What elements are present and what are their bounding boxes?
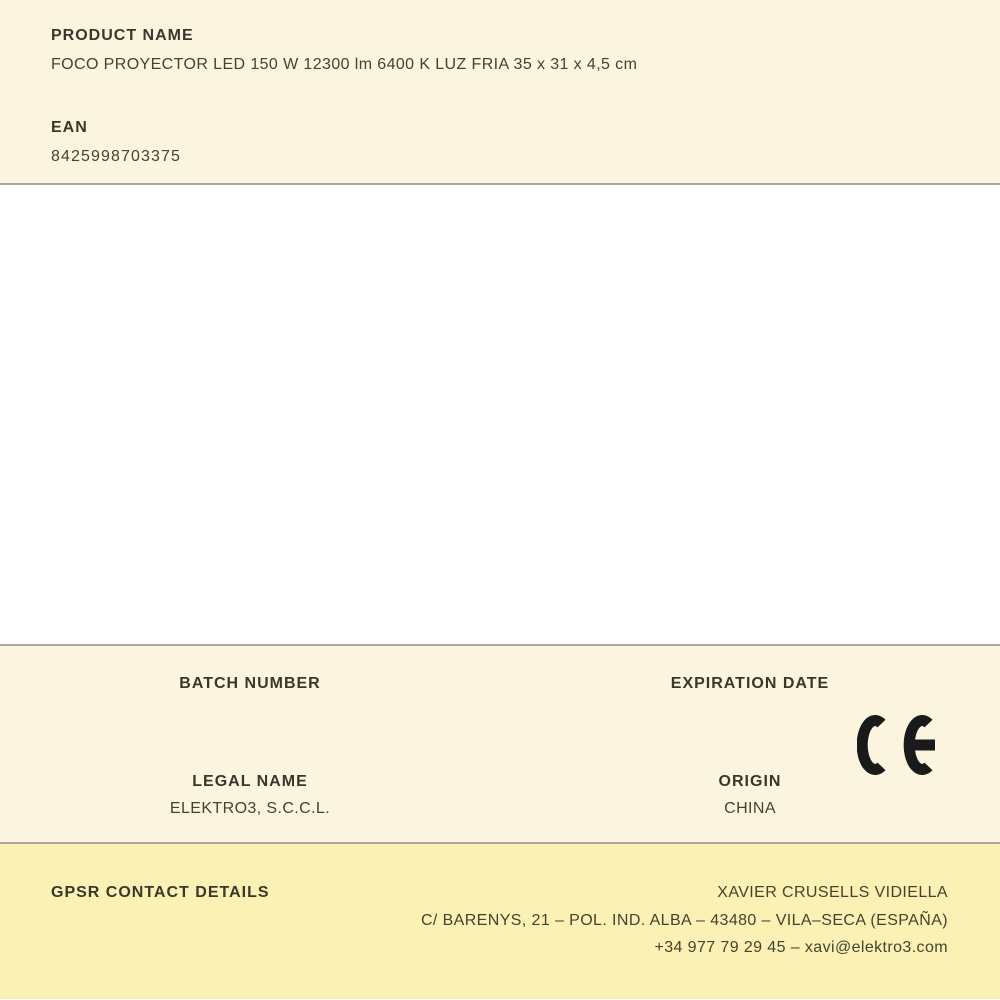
gpsr-contact-name: XAVIER CRUSELLS VIDIELLA <box>717 884 948 901</box>
ce-mark-icon <box>857 715 941 775</box>
gpsr-contact-section <box>0 842 1000 999</box>
expiration-date-cell <box>500 675 1000 702</box>
gpsr-contact-phone-email: +34 977 79 29 45 – xavi@elektro3.com <box>654 939 948 956</box>
origin-cell <box>500 773 1000 818</box>
batch-number-label: BATCH NUMBER <box>179 675 321 692</box>
product-name-label: PRODUCT NAME <box>51 27 194 44</box>
ean-label: EAN <box>51 119 88 136</box>
batch-expiration-row <box>0 675 1000 702</box>
gpsr-contact-block <box>421 884 948 967</box>
origin-label: ORIGIN <box>718 773 782 790</box>
legal-name-label: LEGAL NAME <box>192 773 308 790</box>
expiration-date-label: EXPIRATION DATE <box>670 675 830 692</box>
gpsr-contact-label: GPSR CONTACT DETAILS <box>51 884 270 901</box>
product-name-value: FOCO PROYECTOR LED 150 W 12300 lm 6400 K LUZ FRIA 35 x 31 x 4,5 cm <box>51 56 638 73</box>
gpsr-contact-address: C/ BARENYS, 21 – POL. IND. ALBA – 43480 – VILA–SECA (ESPAÑA) <box>420 911 948 929</box>
legal-name-value: ELEKTRO3, S.C.C.L. <box>169 800 331 817</box>
ean-value: 8425998703375 <box>51 148 181 165</box>
legal-name-cell <box>0 773 500 818</box>
product-name-field <box>51 27 949 74</box>
product-header-section <box>0 0 1000 185</box>
traceability-section <box>0 644 1000 842</box>
ean-field <box>51 119 949 166</box>
batch-number-cell <box>0 675 500 702</box>
origin-value: CHINA <box>724 800 776 817</box>
blank-content-area <box>0 185 1000 644</box>
legal-origin-row <box>0 773 1000 818</box>
